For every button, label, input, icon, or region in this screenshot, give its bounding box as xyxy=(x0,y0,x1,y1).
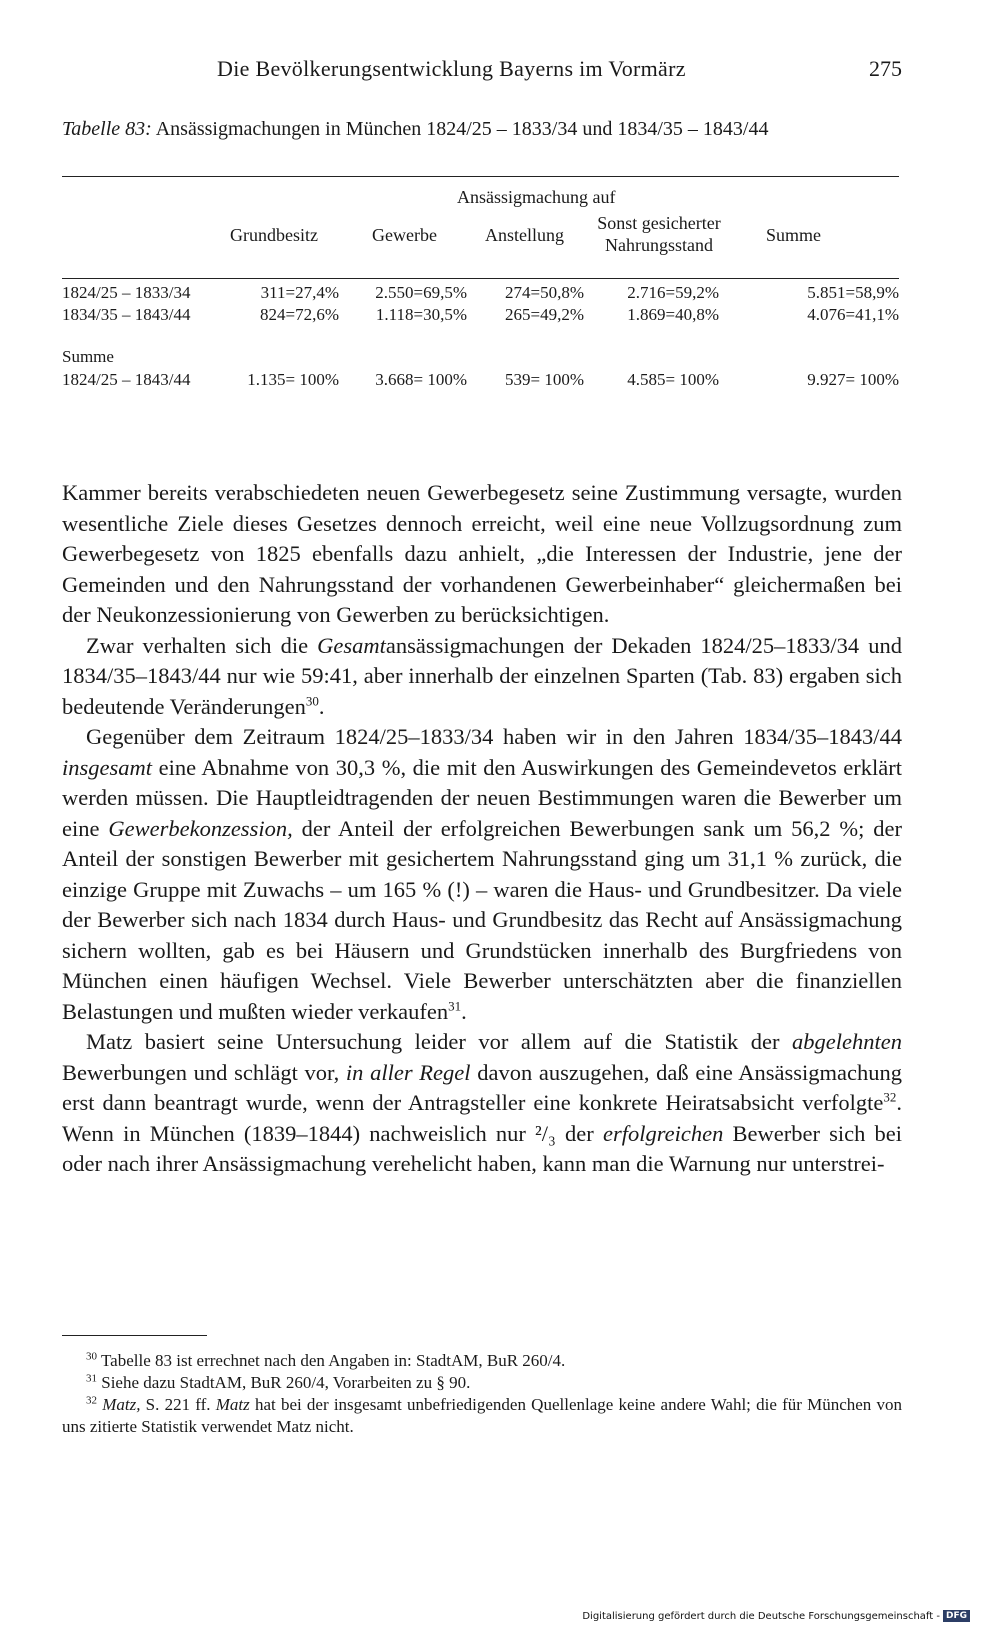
footnotes xyxy=(62,1350,902,1438)
cell-gewerbe: 2.550=69,5% xyxy=(375,283,467,302)
paragraph xyxy=(62,722,902,1027)
text-run: Bewerber sich bei oder nach ihrer Ansässigmachung verehelicht haben, kann man die Warnung nur unterstrei- xyxy=(62,1120,903,1176)
table-top-rule xyxy=(62,176,899,177)
footnote-ref: 31 xyxy=(448,998,462,1013)
cell-summe: 9.927= 100% xyxy=(807,370,899,389)
cell-nahrungsstand: 2.716=59,2% xyxy=(627,283,719,302)
paragraph xyxy=(62,631,902,723)
text-run: Bewerbungen und schlägt vor, xyxy=(62,1059,346,1085)
cell-nahrungsstand: 1.869=40,8% xyxy=(627,305,719,324)
footnote-number: 32 xyxy=(86,1394,97,1407)
emphasis: abgelehnten xyxy=(792,1029,902,1054)
cell-gewerbe: 3.668= 100% xyxy=(375,370,467,389)
emphasis: insgesamt xyxy=(62,754,152,780)
footnote xyxy=(62,1394,902,1438)
emphasis: erfolgreichen xyxy=(602,1120,724,1146)
row-label: 1824/25 – 1833/34 xyxy=(62,283,191,302)
cell-grundbesitz: 1.135= 100% xyxy=(247,370,339,389)
cell-summe: 5.851=58,9% xyxy=(807,283,899,302)
footnote-text: S. 221 ff. xyxy=(140,1395,216,1414)
body-text xyxy=(62,478,902,1180)
footnote-rule xyxy=(62,1335,207,1336)
col-header-gewerbe: Gewerbe xyxy=(372,225,437,245)
table-caption-label: Tabelle 83: xyxy=(62,118,152,140)
text-run: Matz basiert seine Untersuchung leider vor allem auf die Statistik der xyxy=(86,1029,793,1054)
footnote-author: Matz xyxy=(215,1395,250,1414)
emphasis: Gewerbekonzession, xyxy=(108,815,293,841)
text-run: eine Abnahme von 30,3 %, die mit den Auswirkungen des Gemeindevetos erklärt werden müssen. Die Hauptleidtragenden der neuen Bestimmungen waren die Bewerber um eine xyxy=(62,754,902,841)
col-header-nahrungsstand-line1: Sonst gesicherter xyxy=(597,213,721,233)
cell-gewerbe: 1.118=30,5% xyxy=(375,305,467,324)
sum-row-label: Summe xyxy=(62,347,114,366)
running-title: Die Bevölkerungsentwicklung Bayerns im Vormärz xyxy=(217,56,686,81)
footnote-ref: 30 xyxy=(305,693,319,708)
emphasis: in aller Regel xyxy=(345,1059,471,1085)
table-header-rule xyxy=(62,278,899,279)
footnote-number: 31 xyxy=(86,1372,97,1385)
table-row xyxy=(62,370,899,394)
col-header-grundbesitz: Grundbesitz xyxy=(230,225,318,245)
paragraph xyxy=(62,1027,902,1180)
cell-grundbesitz: 824=72,6% xyxy=(260,305,339,324)
table-row xyxy=(62,305,899,329)
paragraph-text: Kammer bereits verabschiedeten neuen Gewerbegesetz seine Zustimmung versagte, wurden wesentliche Ziele dieses Gesetzes dennoch erreicht, weil eine neue Vollzugsordnung zum Gewerbegesetz von 1825 ebenfalls dazu anhielt, „die Interessen der Industrie, jene der Gemeinden und den Nahrungsstand der vorhandenen Gewerbeinhaber“ gleichermaßen bei der Neukonzessionierung von Gewerben zu berücksichtigen. xyxy=(62,480,902,627)
text-run: ansässigmachungen der Dekaden 1824/25–1833/34 und 1834/35–1843/44 nur wie 59:41, aber innerhalb der einzelnen Sparten (Tab. 83) ergaben sich bedeutende Veränderungen xyxy=(62,632,902,719)
dfg-logo-icon: DFG xyxy=(943,1610,970,1622)
cell-summe: 4.076=41,1% xyxy=(807,305,899,324)
page-number: 275 xyxy=(869,56,902,81)
footnote xyxy=(62,1372,902,1394)
table-caption xyxy=(62,118,902,141)
text-run: davon auszugehen, daß eine Ansässigmachung erst dann beantragt wurde, wenn der Antragsteller eine konkrete Heiratsabsicht verfolgte xyxy=(62,1059,902,1115)
cell-anstellung: 274=50,8% xyxy=(505,283,584,302)
col-header-summe: Summe xyxy=(766,225,822,245)
cell-anstellung: 265=49,2% xyxy=(505,305,584,324)
digitization-credit xyxy=(582,1610,970,1622)
table-caption-text: Ansässigmachungen in München 1824/25 – 1833/34 und 1834/35 – 1843/44 xyxy=(155,118,769,140)
credit-text: Digitalisierung gefördert durch die Deutsche Forschungsgemeinschaft - xyxy=(582,1611,940,1622)
text-run: . xyxy=(461,998,467,1024)
col-header-nahrungsstand-line2: Nahrungsstand xyxy=(605,235,713,255)
row-label: 1824/25 – 1843/44 xyxy=(62,370,191,389)
cell-nahrungsstand: 4.585= 100% xyxy=(627,370,719,389)
text-run: Zwar verhalten sich die xyxy=(86,632,318,658)
row-label: 1834/35 – 1843/44 xyxy=(62,305,191,324)
paragraph xyxy=(62,478,902,631)
footnote-author: Matz, xyxy=(102,1395,141,1414)
emphasis: Gesamt xyxy=(317,632,386,658)
text-run: der Anteil der erfolgreichen Bewerbungen sank um 56,2 %; der Anteil der sonstigen Bewerber mit gesichertem Nahrungsstand ging um 31,1 % zurück, die einzige Gruppe mit Zuwachs – um 165 % (!) – waren die Haus- und Grundbesitzer. Da viele der Bewerber sich nach 1834 durch Haus- und Grundbesitz das Recht auf Ansässigmachung sichern wollten, gab es bei Häusern und Grundstücken innerhalb des Burgfriedens von München einen häufigen Wechsel. Viele Bewerber unterschätzten aber die finanziellen Belastungen und mußten wieder verkaufen xyxy=(62,815,902,1024)
text-run: . Wenn in München (1839–1844) nachweislich nur ²/₃ der xyxy=(62,1090,902,1146)
table-group-header: Ansässigmachung auf xyxy=(457,187,616,207)
text-run: . xyxy=(318,693,325,719)
footnote-text: Tabelle 83 ist errechnet nach den Angaben in: StadtAM, BuR 260/4. xyxy=(100,1351,566,1370)
running-header xyxy=(62,56,902,88)
table-row xyxy=(62,283,899,307)
col-header-anstellung: Anstellung xyxy=(485,225,564,245)
cell-grundbesitz: 311=27,4% xyxy=(260,283,339,302)
footnote-text: hat bei der insgesamt unbefriedigenden Quellenlage keine andere Wahl; die für München von uns zitierte Statistik verwendet Matz nicht. xyxy=(62,1395,903,1436)
text-run: Gegenüber dem Zeitraum 1824/25–1833/34 haben wir in den Jahren 1834/35–1843/44 xyxy=(86,724,902,749)
footnote-text: Siehe dazu StadtAM, BuR 260/4, Vorarbeiten zu § 90. xyxy=(101,1373,471,1392)
footnote-ref: 32 xyxy=(883,1089,897,1105)
footnote xyxy=(62,1350,902,1372)
footnote-number: 30 xyxy=(86,1350,97,1363)
cell-anstellung: 539= 100% xyxy=(505,370,584,389)
col-header-nahrungsstand xyxy=(588,212,730,256)
